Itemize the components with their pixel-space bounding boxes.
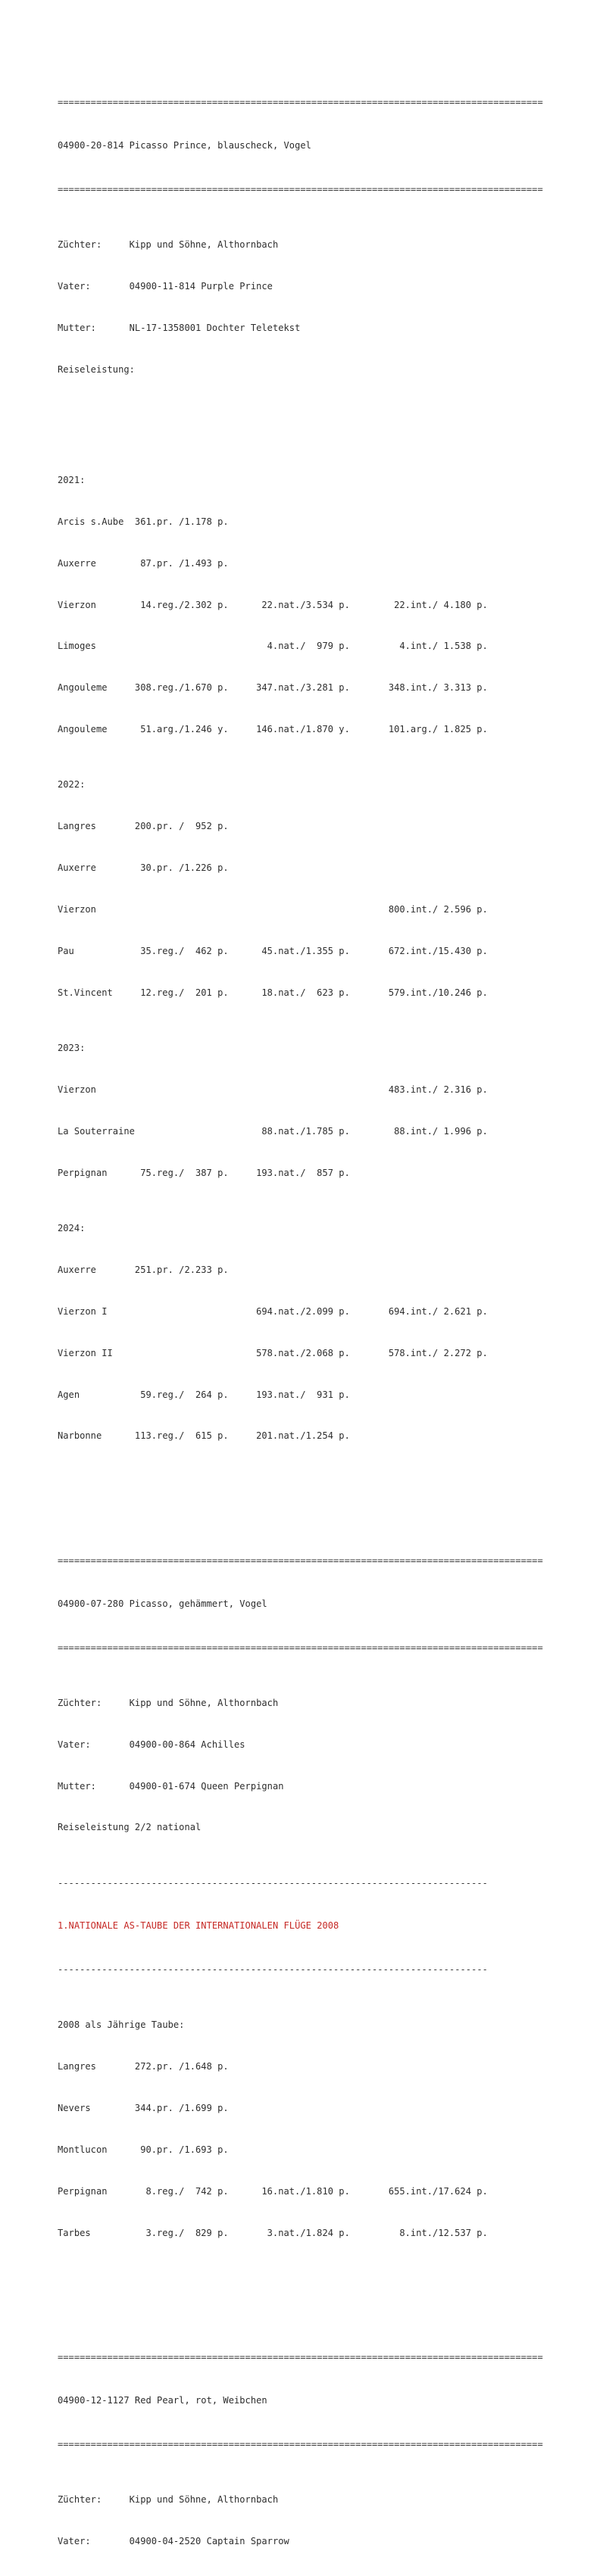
year-heading: 2023: bbox=[58, 1043, 86, 1054]
race-name: St.Vincent bbox=[58, 987, 113, 998]
section-title: 04900-07-280 Picasso, gehämmert, Vogel bbox=[58, 1598, 267, 1609]
race-row bbox=[58, 1388, 588, 1402]
race-col3: 88.int./ 1.996 p. bbox=[394, 1125, 488, 1137]
race-name: Angouleme bbox=[58, 724, 108, 735]
race-name: Auxerre bbox=[58, 557, 96, 569]
race-name: Arcis s.Aube bbox=[58, 516, 124, 527]
race-col3: 22.int./ 4.180 p. bbox=[394, 599, 488, 610]
race-row bbox=[58, 515, 588, 529]
blank-line bbox=[58, 418, 588, 432]
race-col3: 578.int./ 2.272 p. bbox=[388, 1347, 488, 1358]
info-value: 04900-01-674 Queen Perpignan bbox=[129, 1780, 284, 1792]
race-col1: 59.reg./ 264 p. bbox=[140, 1389, 229, 1400]
separator-equals: ======================================================================================== bbox=[58, 2438, 543, 2450]
race-row bbox=[58, 986, 588, 1000]
race-col3: 8.int./12.537 p. bbox=[399, 2227, 488, 2238]
info-label: Vater: bbox=[58, 2535, 91, 2546]
year-heading: 2008 als Jährige Taube: bbox=[58, 2019, 185, 2031]
race-name: Auxerre bbox=[58, 1264, 96, 1275]
race-name: Langres bbox=[58, 821, 96, 832]
blank-line bbox=[58, 1485, 588, 1499]
race-name: Vierzon I bbox=[58, 1305, 108, 1317]
race-col1: 12.reg./ 201 p. bbox=[140, 987, 229, 998]
race-col1: 344.pr. /1.699 p. bbox=[134, 2103, 229, 2114]
year-heading: 2024: bbox=[58, 1222, 86, 1233]
race-row bbox=[58, 2060, 588, 2073]
info-row-mother bbox=[58, 1779, 588, 1793]
info-row-mother bbox=[58, 321, 588, 335]
separator-dashes: ------------------------------------------------------------------------------ bbox=[58, 1964, 488, 1976]
race-name: Agen bbox=[58, 1389, 80, 1400]
race-row bbox=[58, 1124, 588, 1138]
race-name: Vierzon bbox=[58, 904, 96, 915]
race-row bbox=[58, 861, 588, 875]
separator-equals: ======================================================================================== bbox=[58, 1555, 543, 1567]
race-col1: 8.reg./ 742 p. bbox=[145, 2185, 229, 2197]
race-col3: 348.int./ 3.313 p. bbox=[388, 682, 488, 694]
race-col3: 694.int./ 2.621 p. bbox=[388, 1305, 488, 1317]
info-row-father bbox=[58, 1738, 588, 1751]
race-name: Narbonne bbox=[58, 1430, 102, 1442]
separator-equals: ======================================================================================== bbox=[58, 97, 543, 108]
race-col2: 193.nat./ 931 p. bbox=[256, 1389, 350, 1400]
pedigree-document bbox=[58, 40, 588, 2576]
race-name: La Souterraine bbox=[58, 1125, 135, 1137]
race-row bbox=[58, 598, 588, 612]
race-row bbox=[58, 639, 588, 653]
race-row bbox=[58, 1083, 588, 1096]
race-name: Limoges bbox=[58, 641, 96, 652]
race-col1: 87.pr. /1.493 p. bbox=[140, 557, 229, 569]
race-name: Pau bbox=[58, 946, 74, 956]
performance-label: Reiseleistung 2/2 national bbox=[58, 1822, 201, 1833]
race-row bbox=[58, 1305, 588, 1318]
info-row-breeder bbox=[58, 1696, 588, 1710]
race-name: Perpignan bbox=[58, 2185, 108, 2197]
race-col1: 3.reg./ 829 p. bbox=[145, 2227, 229, 2238]
race-name: Vierzon bbox=[58, 599, 96, 610]
separator-equals: ======================================================================================== bbox=[58, 2352, 543, 2363]
race-row bbox=[58, 1166, 588, 1180]
race-col2: 193.nat./ 857 p. bbox=[256, 1167, 350, 1178]
info-label: Vater: bbox=[58, 280, 91, 292]
race-col1: 251.pr. /2.233 p. bbox=[134, 1264, 229, 1275]
info-label: Vater: bbox=[58, 1739, 91, 1750]
race-col3: 579.int./10.246 p. bbox=[388, 987, 488, 998]
race-col1: 14.reg./2.302 p. bbox=[140, 599, 229, 610]
race-col2: 22.nat./3.534 p. bbox=[261, 599, 350, 610]
race-name: Angouleme bbox=[58, 682, 108, 694]
race-col1: 308.reg./1.670 p. bbox=[134, 682, 229, 694]
race-col1: 90.pr. /1.693 p. bbox=[140, 2144, 229, 2155]
info-row-father bbox=[58, 2534, 588, 2548]
race-col2: 347.nat./3.281 p. bbox=[256, 682, 350, 694]
race-col3: 800.int./ 2.596 p. bbox=[388, 904, 488, 915]
year-heading: 2022: bbox=[58, 779, 86, 791]
year-heading: 2021: bbox=[58, 474, 86, 485]
info-label: Züchter: bbox=[58, 1697, 102, 1708]
info-value: 04900-04-2520 Captain Sparrow bbox=[129, 2535, 289, 2546]
race-col2: 16.nat./1.810 p. bbox=[261, 2185, 350, 2197]
race-row bbox=[58, 557, 588, 570]
info-value: 04900-00-864 Achilles bbox=[129, 1739, 245, 1750]
race-name: Perpignan bbox=[58, 1167, 108, 1178]
race-col3: 483.int./ 2.316 p. bbox=[388, 1084, 488, 1095]
info-label: Mutter: bbox=[58, 1780, 96, 1792]
race-col1: 51.arg./1.246 y. bbox=[140, 724, 229, 735]
info-value: Kipp und Söhne, Althornbach bbox=[129, 2494, 279, 2506]
race-col2: 146.nat./1.870 y. bbox=[256, 724, 350, 735]
race-col2: 201.nat./1.254 p. bbox=[256, 1430, 350, 1442]
race-col1: 200.pr. / 952 p. bbox=[134, 821, 229, 832]
race-row bbox=[58, 2185, 588, 2198]
race-name: Langres bbox=[58, 2061, 96, 2072]
race-col2: 3.nat./1.824 p. bbox=[267, 2227, 350, 2238]
race-col2: 4.nat./ 979 p. bbox=[267, 641, 350, 652]
race-col1: 113.reg./ 615 p. bbox=[134, 1430, 229, 1442]
race-col1: 361.pr. /1.178 p. bbox=[134, 516, 229, 527]
race-col1: 75.reg./ 387 p. bbox=[140, 1167, 229, 1178]
race-name: Auxerre bbox=[58, 862, 96, 874]
race-col3: 101.arg./ 1.825 p. bbox=[388, 724, 488, 735]
race-row bbox=[58, 2226, 588, 2240]
info-value: 04900-11-814 Purple Prince bbox=[129, 280, 273, 292]
race-col2: 578.nat./2.068 p. bbox=[256, 1347, 350, 1358]
race-row bbox=[58, 1346, 588, 1360]
race-col2: 88.nat./1.785 p. bbox=[261, 1125, 350, 1137]
separator-equals: ======================================================================================== bbox=[58, 183, 543, 195]
section-title: 04900-20-814 Picasso Prince, blauscheck, Vogel bbox=[58, 140, 311, 151]
info-label: Züchter: bbox=[58, 2494, 102, 2506]
race-row bbox=[58, 722, 588, 736]
separator-dashes: ------------------------------------------------------------------------------ bbox=[58, 1877, 488, 1888]
race-row bbox=[58, 2101, 588, 2115]
race-name: Nevers bbox=[58, 2103, 91, 2114]
race-col2: 45.nat./1.355 p. bbox=[261, 946, 350, 956]
race-name: Tarbes bbox=[58, 2227, 91, 2238]
race-col3: 4.int./ 1.538 p. bbox=[399, 641, 488, 652]
blank-line bbox=[58, 2281, 588, 2295]
info-row-breeder bbox=[58, 238, 588, 251]
info-label: Züchter: bbox=[58, 239, 102, 250]
race-col3: 672.int./15.430 p. bbox=[388, 946, 488, 956]
race-name: Vierzon II bbox=[58, 1347, 113, 1358]
race-col1: 35.reg./ 462 p. bbox=[140, 946, 229, 956]
info-value: NL-17-1358001 Dochter Teletekst bbox=[129, 322, 301, 333]
race-row bbox=[58, 944, 588, 958]
info-value: Kipp und Söhne, Althornbach bbox=[129, 239, 279, 250]
race-col1: 272.pr. /1.648 p. bbox=[134, 2061, 229, 2072]
section-title: 04900-12-1127 Red Pearl, rot, Weibchen bbox=[58, 2395, 267, 2406]
highlight-heading: 1.NATIONALE AS-TAUBE DER INTERNATIONALEN FLÜGE 2008 bbox=[58, 1920, 339, 1932]
race-col3: 655.int./17.624 p. bbox=[388, 2185, 488, 2197]
race-row bbox=[58, 1263, 588, 1277]
performance-label: Reiseleistung: bbox=[58, 363, 135, 375]
race-row bbox=[58, 1429, 588, 1442]
race-row bbox=[58, 2143, 588, 2157]
info-row-breeder bbox=[58, 2493, 588, 2506]
race-name: Montlucon bbox=[58, 2144, 108, 2155]
info-label: Mutter: bbox=[58, 322, 96, 333]
race-col2: 694.nat./2.099 p. bbox=[256, 1305, 350, 1317]
race-row bbox=[58, 819, 588, 833]
race-col2: 18.nat./ 623 p. bbox=[261, 987, 350, 998]
race-row bbox=[58, 681, 588, 694]
race-col1: 30.pr. /1.226 p. bbox=[140, 862, 229, 874]
info-value: Kipp und Söhne, Althornbach bbox=[129, 1697, 279, 1708]
race-row bbox=[58, 903, 588, 916]
separator-equals: ======================================================================================== bbox=[58, 1642, 543, 1653]
race-name: Vierzon bbox=[58, 1084, 96, 1095]
info-row-father bbox=[58, 279, 588, 293]
